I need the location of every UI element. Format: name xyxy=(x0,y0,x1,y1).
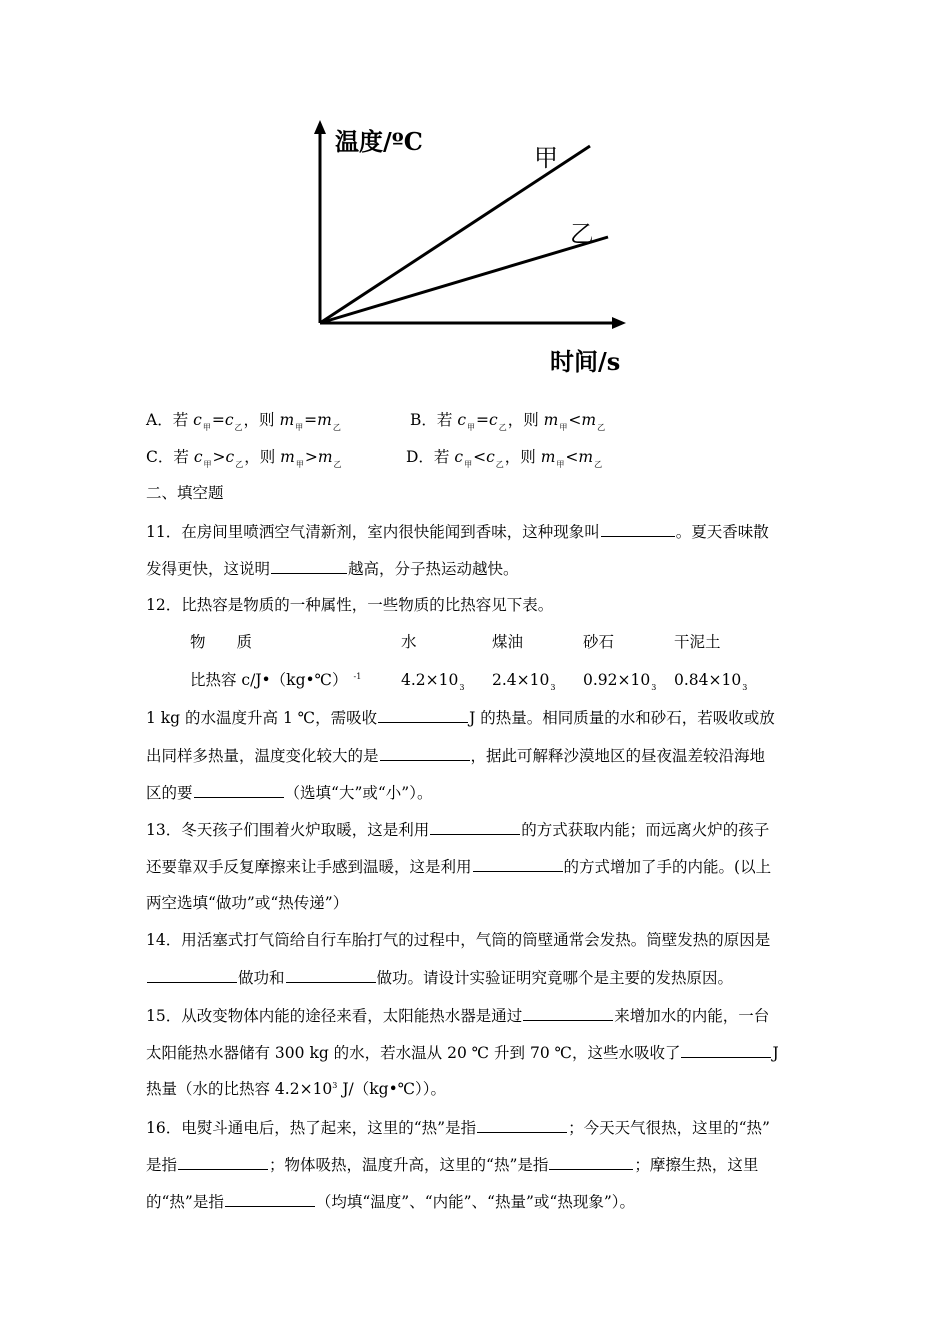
q15-blank-2[interactable] xyxy=(681,1042,771,1058)
q16-blank-1[interactable] xyxy=(477,1117,567,1133)
q12-line2: 出同样多热量，温度变化较大的是 ，据此可解释沙漠地区的昼夜温差较沿海地 xyxy=(146,747,766,765)
q11-line2: 发得更快，这说明 越高，分子热运动越快。 xyxy=(146,560,519,578)
y-axis-arrow xyxy=(314,120,326,134)
series-label-yi: 乙 xyxy=(570,220,594,248)
q12-line1: 1 kg 的水温度升高 1 ℃，需吸收 J 的热量。相同质量的水和砂石，若吸收或放 xyxy=(146,709,775,727)
option-c: C．若 $c_甲>c_乙$，则 $m_甲>m_乙$ xyxy=(146,448,342,469)
table-value-kerosene: $2.4\times 10_3$ xyxy=(492,671,556,692)
q15-blank-1[interactable] xyxy=(523,1005,613,1021)
q15-line1: 15．从改变物体内能的途径来看，太阳能热水器是通过 来增加水的内能，一台 xyxy=(146,1007,770,1025)
q12-blank-2[interactable] xyxy=(380,745,470,761)
q16-blank-4[interactable] xyxy=(225,1191,315,1207)
q14-blank-1[interactable] xyxy=(147,967,237,983)
q11-blank-2[interactable] xyxy=(271,558,347,574)
q16-line1: 16．电熨斗通电后，热了起来，这里的“热”是指 ；今天天气很热，这里的“热” xyxy=(146,1119,770,1137)
x-axis-label: 时间/s xyxy=(550,347,621,376)
q12-blank-1[interactable] xyxy=(378,707,468,723)
table-value-water: $4.2\times 10_3$ xyxy=(401,671,465,692)
table-header-soil: 干泥土 xyxy=(674,633,721,651)
option-b: B．若 $c_甲=c_乙$，则 $m_甲<m_乙$ xyxy=(410,411,606,432)
q16-blank-2[interactable] xyxy=(178,1154,268,1170)
q11-line1: 11．在房间里喷洒空气清新剂，室内很快能闻到香味，这种现象叫 。夏天香味散 xyxy=(146,523,769,541)
q15-line2: 太阳能热水器储有 300 kg 的水，若水温从 20 ℃ 升到 70 ℃，这些水吸收了 J xyxy=(146,1044,779,1062)
table-value-sand: $0.92\times 10_3$ xyxy=(583,671,657,692)
q12-line3: 区的要 （选填“大”或“小”）。 xyxy=(146,784,433,802)
q14-line2: 做功和 做功。请设计实验证明究竟哪个是主要的发热原因。 xyxy=(146,967,733,988)
q13-line3: 两空选填“做功”或“热传递”） xyxy=(146,894,349,912)
q14-blank-2[interactable] xyxy=(286,967,376,983)
q16-line3: 的“热”是指 （均填“温度”、“内能”、“热量”或“热现象”）。 xyxy=(146,1193,636,1211)
option-d: D．若 $c_甲<c_乙$，则 $m_甲<m_乙$ xyxy=(406,448,603,469)
table-header-substance: 物 质 xyxy=(190,633,253,651)
q11-blank-1[interactable] xyxy=(601,521,675,537)
q13-line2: 还要靠双手反复摩擦来让手感到温暖，这是利用 的方式增加了手的内能。(以上 xyxy=(146,858,772,876)
q16-line2: 是指 ；物体吸热，温度升高，这里的“热”是指 ；摩擦生热，这里 xyxy=(146,1156,759,1174)
q15-line3: 热量（水的比热容 $4.2\times 10^3$ J/（kg•℃））。 xyxy=(146,1080,447,1098)
q13-line1: 13．冬天孩子们围着火炉取暖，这是利用 的方式获取内能；而远离火炉的孩子 xyxy=(146,821,770,839)
table-value-soil: $0.84\times 10_3$ xyxy=(674,671,748,692)
q12-intro: 12．比热容是物质的一种属性，一些物质的比热容见下表。 xyxy=(146,596,554,614)
y-axis-label: 温度/ºC xyxy=(335,127,423,156)
q13-blank-1[interactable] xyxy=(430,819,520,835)
q13-blank-2[interactable] xyxy=(473,856,563,872)
table-header-water: 水 xyxy=(401,633,417,651)
option-a: A．若 $c_甲=c_乙$，则 $m_甲=m_乙$ xyxy=(146,411,341,432)
q16-blank-3[interactable] xyxy=(549,1154,633,1170)
table-row-label: 比热容 c/J•（kg•℃） $^{-1}$ xyxy=(190,671,362,689)
section-heading: 二、填空题 xyxy=(146,484,224,502)
series-line-yi xyxy=(320,237,608,323)
table-header-kerosene: 煤油 xyxy=(492,633,524,651)
series-label-jia: 甲 xyxy=(534,144,558,172)
table-header-sand: 砂石 xyxy=(583,633,615,651)
temperature-time-graph xyxy=(300,118,640,378)
x-axis-arrow xyxy=(612,317,626,329)
q12-blank-3[interactable] xyxy=(194,782,284,798)
q14-line1: 14．用活塞式打气筒给自行车胎打气的过程中，气筒的筒壁通常会发热。筒壁发热的原因是 xyxy=(146,931,771,949)
